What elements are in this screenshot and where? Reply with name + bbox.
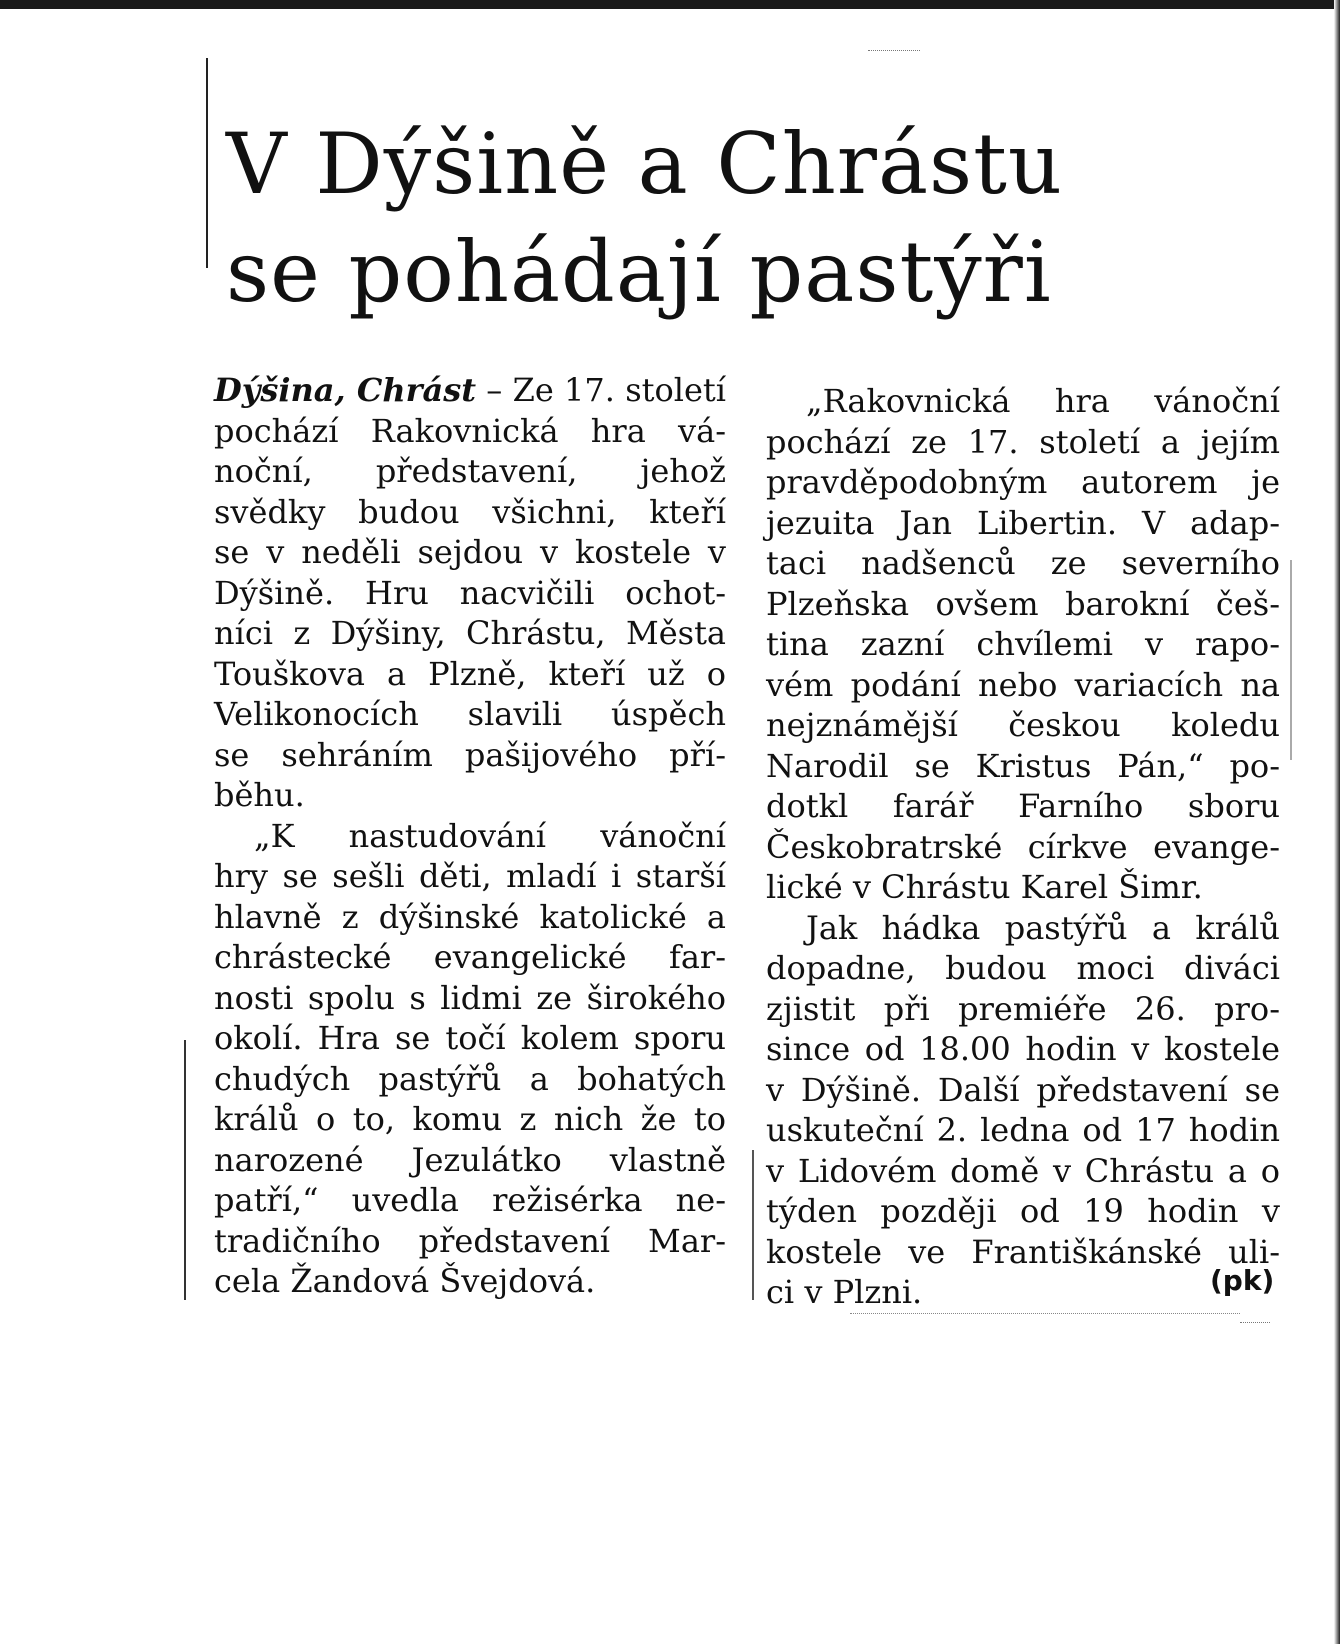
article-line: narozené Jezulátko vlastně (214, 1140, 726, 1179)
clipping-mark-top (868, 50, 920, 51)
headline-line: se pohádají pastýři (226, 223, 1052, 321)
headline-line: V Dýšině a Chrástu (226, 115, 1063, 213)
article-line: dopadne, budou moci diváci (766, 949, 1280, 987)
article-line: dotkl farář Farního sboru (766, 787, 1280, 825)
article-line-text: Ze 17. století (512, 371, 727, 409)
article-line: Velikonocích slavili úspěch (214, 695, 726, 733)
article-line: ci v Plzni. (766, 1273, 923, 1311)
column-rule-left (206, 58, 208, 268)
article-line: v Lidovém domě v Chrástu a o (766, 1151, 1280, 1190)
article-line: taci nadšenců ze severního (766, 544, 1280, 582)
article-line: nejznámější českou koledu (766, 706, 1280, 744)
article-line: Jak hádka pastýřů a králů (806, 908, 1280, 947)
article-line: uskuteční 2. ledna od 17 hodin (766, 1111, 1280, 1149)
article-line: tradičního představení Mar- (214, 1221, 726, 1260)
article-line: týden později od 19 hodin v (766, 1192, 1280, 1230)
article-line: králů o to, komu z nich že to (214, 1100, 726, 1138)
article-headline (226, 110, 1306, 326)
article-line: vém podání nebo variacích na (766, 665, 1280, 704)
article-line: níci z Dýšiny, Chrástu, Města (214, 614, 726, 652)
article-line: běhu. (214, 776, 305, 814)
article-line: kostele ve Františkánské uli- (766, 1232, 1280, 1271)
article-line: „K nastudování vánoční (254, 816, 726, 855)
article-line: hry se sešli děti, mladí i starší (214, 857, 726, 895)
article-line: Českobratrské církve evange- (766, 827, 1280, 866)
article-line: cela Žandová Švejdová. (214, 1262, 596, 1300)
article-line: Plzeňska ovšem barokní češ- (766, 584, 1280, 623)
dateline: Dýšina, Chrást (214, 371, 477, 409)
scan-edge-right (1334, 0, 1340, 1644)
clipping-mark-bottom-right (1240, 1322, 1270, 1323)
article-line: lické v Chrástu Karel Šimr. (766, 868, 1203, 906)
article-line: pochází Rakovnická hra vá- (214, 411, 726, 450)
article-line: jezuita Jan Libertin. V adap- (766, 503, 1280, 542)
article-line (214, 370, 726, 411)
article-line: patří,“ uvedla režisérka ne- (214, 1181, 726, 1219)
article-line: Narodil se Kristus Pán,“ po- (766, 746, 1280, 785)
column-rule-right (1290, 560, 1292, 760)
article-line: zjistit při premiéře 26. pro- (766, 989, 1280, 1028)
article-line: se sehráním pašijového pří- (214, 735, 726, 774)
clipping-mark-bottom (850, 1313, 1240, 1314)
article-line: svědky budou všichni, kteří (214, 492, 726, 531)
column-rule-middle (752, 1150, 754, 1300)
article-column-right (766, 381, 1280, 1313)
article-line: se v neděli sejdou v kostele v (214, 533, 726, 571)
scan-edge-top (0, 0, 1340, 9)
article-column-left (214, 370, 726, 1302)
article-line: chrástecké evangelické far- (214, 938, 726, 976)
article-line: noční, představení, jehož (214, 452, 726, 490)
column-rule-left-lower (184, 1040, 186, 1300)
dateline-separator: – (476, 371, 513, 409)
article-line: nosti spolu s lidmi ze širokého (214, 978, 726, 1017)
article-line: hlavně z dýšinské katolické a (214, 897, 726, 936)
article-line: pochází ze 17. století a jejím (766, 422, 1280, 461)
article-line: okolí. Hra se točí kolem sporu (214, 1019, 726, 1057)
article-line: v Dýšině. Další představení se (766, 1070, 1280, 1109)
author-signature: (pk) (1210, 1264, 1275, 1297)
article-line: pravděpodobným autorem je (766, 463, 1280, 501)
article-line: Dýšině. Hru nacvičili ochot- (214, 573, 726, 612)
article-line: Touškova a Plzně, kteří už o (214, 654, 726, 693)
article-line: chudých pastýřů a bohatých (214, 1059, 726, 1098)
article-line: since od 18.00 hodin v kostele (766, 1030, 1280, 1068)
article-line: tina zazní chvílemi v rapo- (766, 625, 1280, 663)
article-line: „Rakovnická hra vánoční (806, 382, 1280, 420)
